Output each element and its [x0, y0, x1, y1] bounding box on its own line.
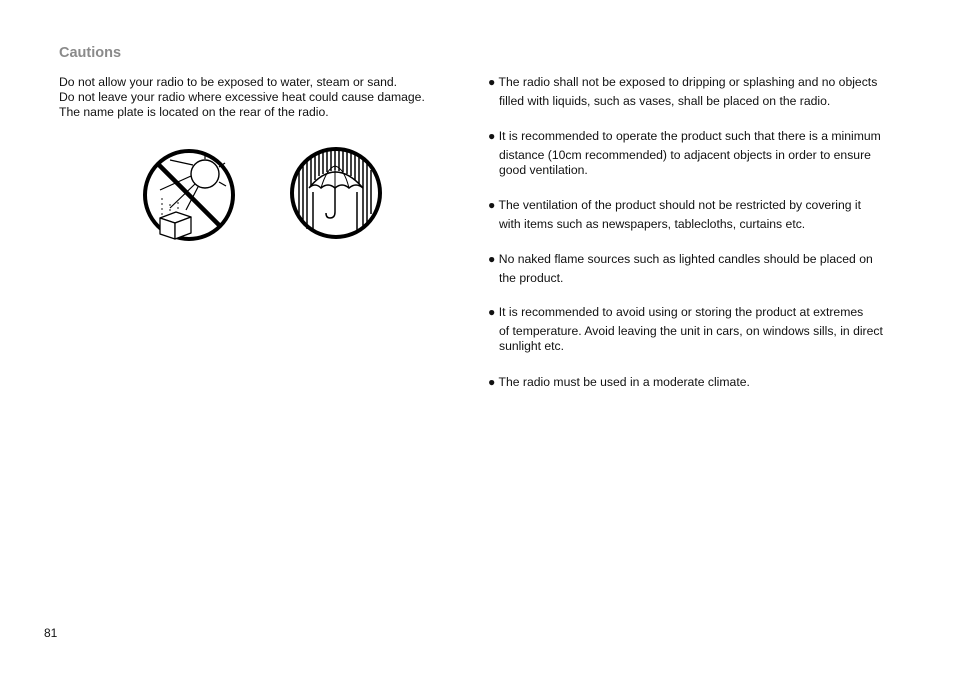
bullet-text-line: of temperature. Avoid leaving the unit in cars, on windows sills, in direct: [499, 324, 883, 338]
intro-line: Do not leave your radio where excessive heat could cause damage.: [59, 90, 425, 104]
intro-text: [59, 75, 459, 120]
bullet-icon: ●: [488, 129, 496, 143]
list-item: [488, 198, 898, 232]
list-item: [488, 75, 898, 109]
bullet-icon: ●: [488, 375, 496, 389]
bullet-icon: ●: [488, 198, 496, 212]
rain-umbrella-icon: [289, 146, 387, 244]
list-item: [488, 252, 898, 286]
list-item: [488, 305, 898, 354]
bullet-text-line: with items such as newspapers, tablecloths, curtains etc.: [499, 217, 806, 231]
intro-line: Do not allow your radio to be exposed to water, steam or sand.: [59, 75, 398, 89]
bullet-text: It is recommended to avoid using or storing the product at extremes: [498, 305, 864, 319]
no-heat-sun-icon: [140, 146, 238, 244]
bullet-text: It is recommended to operate the product such that there is a minimum: [498, 129, 881, 143]
page-title: Cautions: [59, 45, 122, 61]
bullet-icon: ●: [488, 75, 496, 89]
bullet-text-line: good ventilation.: [499, 163, 588, 177]
bullet-icon: ●: [488, 305, 496, 319]
intro-line: The name plate is located on the rear of the radio.: [59, 105, 329, 119]
bullet-text-line: the product.: [499, 271, 564, 285]
bullet-text: The radio must be used in a moderate climate.: [498, 375, 750, 389]
bullet-text: The radio shall not be exposed to dripping or splashing and no objects: [498, 75, 878, 89]
bullet-text-line: distance (10cm recommended) to adjacent objects in order to ensure: [499, 148, 871, 162]
bullet-text-line: filled with liquids, such as vases, shall be placed on the radio.: [499, 94, 831, 108]
bullet-text: No naked flame sources such as lighted candles should be placed on: [498, 252, 873, 266]
list-item: [488, 375, 898, 394]
list-item: [488, 129, 898, 178]
page-number: 81: [44, 626, 58, 640]
bullet-text: The ventilation of the product should not be restricted by covering it: [498, 198, 861, 212]
bullet-text-line: sunlight etc.: [499, 339, 565, 353]
bullet-icon: ●: [488, 252, 496, 266]
